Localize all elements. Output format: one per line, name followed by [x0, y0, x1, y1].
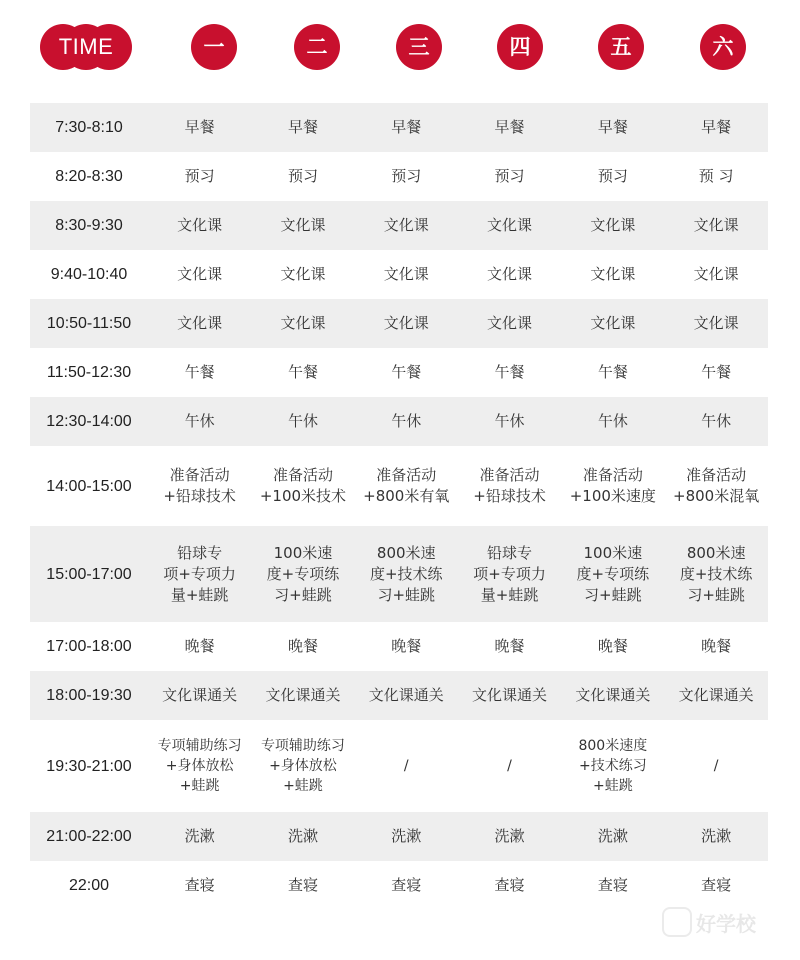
time-slot-cell	[30, 446, 148, 526]
activity-label: 晚餐	[701, 637, 732, 655]
activity-cell	[251, 446, 354, 526]
activity-cell	[148, 526, 251, 622]
activity-cell	[148, 397, 251, 446]
table-row	[30, 526, 768, 622]
table-row	[30, 103, 768, 152]
activity-cell	[664, 299, 767, 348]
table-row	[30, 861, 768, 910]
time-slot-label: 7:30-8:10	[55, 119, 123, 136]
activity-cell	[148, 152, 251, 201]
activity-label: 午餐	[494, 363, 525, 381]
activity-cell	[251, 861, 354, 910]
activity-cell	[355, 299, 458, 348]
activity-cell	[664, 201, 767, 250]
activity-label: 文化课	[177, 216, 223, 234]
activity-cell	[664, 397, 767, 446]
time-slot-cell	[30, 671, 148, 720]
activity-cell	[148, 622, 251, 671]
activity-label: 洗漱	[701, 827, 732, 845]
activity-label: 预习	[597, 167, 628, 185]
day-header-mon: 一	[191, 24, 237, 70]
activity-cell	[561, 348, 664, 397]
activity-cell	[458, 861, 561, 910]
activity-label: 文化课	[280, 314, 326, 332]
activity-cell	[355, 720, 458, 812]
activity-label: 文化课	[693, 216, 739, 234]
activity-label: 文化课	[590, 265, 636, 283]
activity-label: 查寝	[184, 876, 215, 894]
time-slot-label: 15:00-17:00	[46, 565, 132, 583]
activity-label: 预习	[494, 167, 525, 185]
activity-label: 文化课	[487, 216, 533, 234]
activity-label: 文化课	[280, 265, 326, 283]
activity-label: 预习	[287, 167, 318, 185]
day-header-fri: 五	[598, 24, 644, 70]
day-header-sat: 六	[700, 24, 746, 70]
activity-cell	[561, 446, 664, 526]
activity-cell	[251, 299, 354, 348]
activity-cell	[664, 671, 767, 720]
time-slot-cell	[30, 152, 148, 201]
activity-label: 准备活动 +100米技术	[259, 466, 347, 505]
activity-label: 午休	[701, 412, 732, 430]
activity-cell	[458, 526, 561, 622]
activity-label: 铅球专 项+专项力 量+蛙跳	[163, 543, 236, 604]
activity-cell	[355, 201, 458, 250]
activity-cell	[561, 526, 664, 622]
activity-cell	[355, 348, 458, 397]
time-slot-label: 22:00	[68, 877, 110, 894]
time-slot-cell	[30, 720, 148, 812]
activity-label: 午餐	[287, 363, 318, 381]
activity-cell	[251, 103, 354, 152]
activity-label: 午休	[184, 412, 215, 430]
activity-label: 早餐	[494, 118, 525, 136]
activity-label: 铅球专 项+专项力 量+蛙跳	[473, 543, 546, 604]
watermark-logo-icon	[662, 907, 692, 937]
activity-label: /	[507, 758, 512, 774]
activity-cell	[355, 861, 458, 910]
activity-label: /	[403, 758, 409, 774]
time-slot-cell	[30, 103, 148, 152]
activity-cell	[664, 152, 767, 201]
activity-label: 专项辅助练习 +身体放松 +蛙跳	[157, 738, 242, 794]
time-slot-cell	[30, 622, 148, 671]
activity-label: 早餐	[287, 118, 318, 136]
activity-cell	[561, 103, 664, 152]
activity-cell	[664, 250, 767, 299]
activity-cell	[561, 622, 664, 671]
activity-label: 预 习	[698, 167, 734, 185]
activity-label: 文化课	[693, 265, 739, 283]
time-slot-label: 8:30-9:30	[55, 217, 123, 234]
activity-label: 预习	[391, 167, 422, 185]
table-row	[30, 152, 768, 201]
activity-label: 午餐	[597, 363, 628, 381]
table-row	[30, 671, 768, 720]
activity-label: 800米速 度+技术练 习+蛙跳	[679, 543, 753, 604]
activity-cell	[458, 103, 561, 152]
table-row	[30, 299, 768, 348]
activity-cell	[458, 348, 561, 397]
activity-cell	[458, 812, 561, 861]
activity-cell	[561, 720, 664, 812]
activity-cell	[251, 201, 354, 250]
activity-label: 洗漱	[597, 827, 628, 845]
activity-cell	[251, 812, 354, 861]
activity-label: 文化课	[280, 216, 326, 234]
activity-cell	[664, 720, 767, 812]
activity-label: 晚餐	[184, 637, 215, 655]
time-slot-cell	[30, 526, 148, 622]
time-slot-cell	[30, 201, 148, 250]
activity-label: 早餐	[184, 118, 215, 136]
activity-label: 文化课	[177, 265, 223, 283]
activity-label: 文化课通关	[162, 686, 238, 704]
activity-label: 文化课通关	[472, 686, 548, 704]
time-slot-cell	[30, 861, 148, 910]
activity-cell	[148, 299, 251, 348]
activity-label: 文化课	[177, 314, 223, 332]
activity-cell	[355, 103, 458, 152]
table-row	[30, 250, 768, 299]
activity-cell	[251, 348, 354, 397]
activity-cell	[148, 671, 251, 720]
activity-label: 晚餐	[597, 637, 628, 655]
table-row	[30, 720, 768, 812]
activity-label: 文化课	[383, 265, 429, 283]
activity-cell	[148, 250, 251, 299]
activity-label: 早餐	[391, 118, 422, 136]
activity-cell	[458, 446, 561, 526]
day-header-thu: 四	[497, 24, 543, 70]
activity-cell	[148, 720, 251, 812]
table-row	[30, 348, 768, 397]
time-slot-label: 9:40-10:40	[50, 266, 128, 283]
activity-cell	[664, 446, 767, 526]
activity-cell	[355, 397, 458, 446]
activity-label: 午餐	[391, 363, 422, 381]
activity-label: 文化课	[487, 265, 533, 283]
activity-cell	[355, 671, 458, 720]
activity-cell	[355, 446, 458, 526]
activity-cell	[148, 348, 251, 397]
time-slot-cell	[30, 348, 148, 397]
activity-label: 预习	[184, 167, 215, 185]
activity-label: 查寝	[597, 876, 628, 894]
activity-label: 文化课	[590, 216, 636, 234]
activity-cell	[561, 861, 664, 910]
time-slot-label: 17:00-18:00	[46, 638, 132, 655]
activity-cell	[148, 103, 251, 152]
table-row	[30, 397, 768, 446]
activity-cell	[251, 720, 354, 812]
activity-cell	[458, 671, 561, 720]
activity-label: 文化课通关	[575, 686, 651, 704]
activity-label: 午休	[494, 412, 525, 430]
activity-label: 午休	[287, 412, 318, 430]
activity-cell	[458, 720, 561, 812]
time-slot-cell	[30, 812, 148, 861]
activity-cell	[355, 812, 458, 861]
activity-cell	[355, 622, 458, 671]
activity-label: 文化课	[383, 216, 429, 234]
activity-cell	[561, 201, 664, 250]
activity-cell	[458, 152, 561, 201]
activity-label: 查寝	[287, 876, 318, 894]
activity-cell	[251, 397, 354, 446]
activity-cell	[148, 201, 251, 250]
activity-cell	[458, 397, 561, 446]
activity-cell	[561, 299, 664, 348]
activity-label: 准备活动 +铅球技术	[163, 466, 236, 505]
table-row	[30, 622, 768, 671]
activity-cell	[355, 250, 458, 299]
time-slot-label: 18:00-19:30	[46, 687, 132, 704]
activity-cell	[561, 250, 664, 299]
time-slot-label: 12:30-14:00	[46, 413, 132, 430]
activity-label: 文化课通关	[265, 686, 341, 704]
activity-label: 午餐	[701, 363, 732, 381]
activity-label: 洗漱	[184, 827, 215, 845]
activity-label: 午休	[597, 412, 628, 430]
site-watermark	[662, 902, 782, 942]
activity-label: 文化课通关	[368, 686, 444, 704]
activity-label: 文化课通关	[678, 686, 754, 704]
activity-cell	[148, 812, 251, 861]
activity-cell	[251, 526, 354, 622]
activity-label: 查寝	[494, 876, 525, 894]
schedule-table	[30, 103, 768, 910]
activity-cell	[458, 201, 561, 250]
activity-label: 洗漱	[494, 827, 525, 845]
time-slot-label: 21:00-22:00	[46, 828, 132, 845]
activity-cell	[664, 526, 767, 622]
activity-cell	[458, 250, 561, 299]
activity-label: 准备活动 +800米混氧	[673, 466, 760, 505]
activity-cell	[664, 622, 767, 671]
activity-label: 专项辅助练习 +身体放松 +蛙跳	[260, 738, 345, 794]
activity-label: 查寝	[701, 876, 732, 894]
activity-label: 晚餐	[287, 637, 318, 655]
activity-cell	[251, 250, 354, 299]
schedule-header	[0, 0, 800, 100]
activity-cell	[251, 622, 354, 671]
activity-label: 800米速度 +技术练习 +蛙跳	[578, 738, 648, 794]
activity-label: 准备活动 +100米速度	[569, 466, 656, 505]
activity-label: 文化课	[693, 314, 739, 332]
activity-label: 文化课	[487, 314, 533, 332]
time-slot-cell	[30, 299, 148, 348]
activity-label: 晚餐	[494, 637, 525, 655]
activity-cell	[355, 526, 458, 622]
activity-cell	[148, 446, 251, 526]
day-header-tue: 二	[294, 24, 340, 70]
time-header-label: TIME	[58, 34, 114, 59]
time-header-badge	[40, 24, 132, 70]
activity-label: 午休	[391, 412, 422, 430]
activity-cell	[251, 152, 354, 201]
activity-cell	[561, 671, 664, 720]
time-slot-label: 10:50-11:50	[46, 315, 132, 332]
time-slot-label: 14:00-15:00	[46, 477, 132, 495]
activity-label: 洗漱	[287, 827, 318, 845]
activity-label: 100米速 度+专项练 习+蛙跳	[576, 543, 650, 604]
activity-label: 洗漱	[391, 827, 422, 845]
activity-cell	[561, 152, 664, 201]
activity-cell	[458, 299, 561, 348]
table-row	[30, 201, 768, 250]
time-slot-cell	[30, 250, 148, 299]
time-slot-label: 8:20-8:30	[55, 168, 123, 185]
activity-cell	[561, 812, 664, 861]
activity-label: 查寝	[391, 876, 422, 894]
activity-cell	[664, 812, 767, 861]
activity-cell	[251, 671, 354, 720]
activity-label: /	[713, 758, 719, 774]
activity-cell	[458, 622, 561, 671]
activity-cell	[148, 861, 251, 910]
activity-label: 文化课	[383, 314, 429, 332]
time-slot-label: 11:50-12:30	[46, 364, 132, 381]
activity-label: 准备活动 +800米有氧	[363, 466, 450, 505]
activity-cell	[664, 348, 767, 397]
activity-cell	[664, 103, 767, 152]
table-row	[30, 446, 768, 526]
table-row	[30, 812, 768, 861]
day-header-wed: 三	[396, 24, 442, 70]
activity-label: 晚餐	[391, 637, 422, 655]
activity-cell	[561, 397, 664, 446]
activity-label: 准备活动 +铅球技术	[473, 466, 546, 505]
activity-label: 文化课	[590, 314, 636, 332]
watermark-logo-text: 好学校	[696, 911, 756, 936]
activity-label: 800米速 度+技术练 习+蛙跳	[369, 543, 443, 604]
activity-label: 早餐	[597, 118, 628, 136]
activity-label: 100米速 度+专项练 习+蛙跳	[266, 543, 340, 604]
activity-cell	[355, 152, 458, 201]
time-slot-cell	[30, 397, 148, 446]
activity-label: 早餐	[701, 118, 732, 136]
activity-label: 午餐	[184, 363, 215, 381]
time-slot-label: 19:30-21:00	[46, 757, 132, 775]
